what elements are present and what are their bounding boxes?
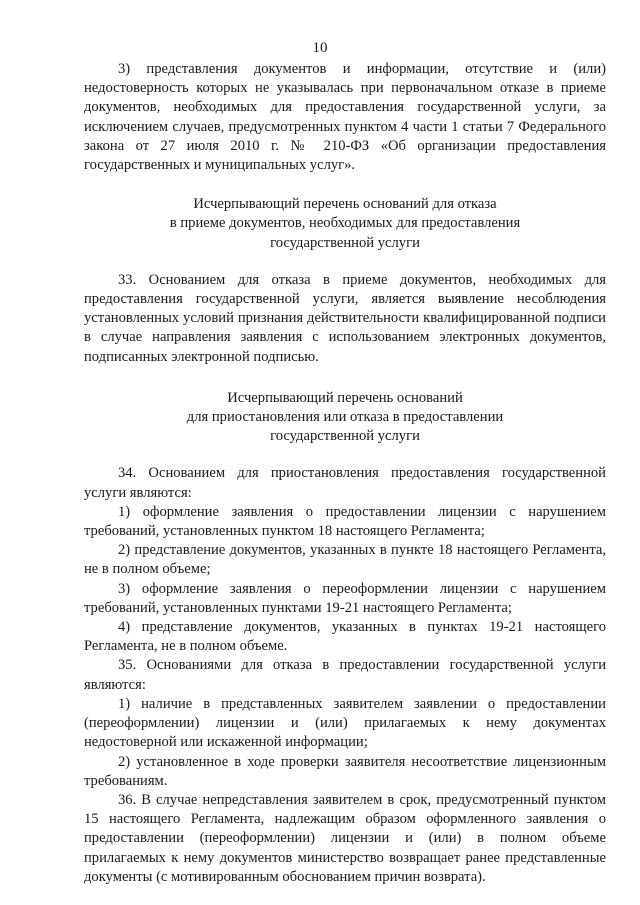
section-heading-suspension-refusal [84, 389, 606, 447]
paragraph-34-item-1: 1) оформление заявления о предоставлении лицензии с нарушением требований, установленных пунктом 18 настоящего Регламента; [84, 503, 606, 540]
paragraph-35-item-1: 1) наличие в представленных заявителем заявлении о предоставлении (переоформлении) лицензии и (или) прилагаемых к нему документах недостоверной или искаженной информации; [84, 695, 606, 751]
paragraph-34-item-3: 3) оформление заявления о переоформлении лицензии с нарушением требований, установленных пунктами 19-21 настоящего Регламента; [84, 580, 606, 616]
section-heading-refusal-documents [84, 195, 606, 253]
heading-line: государственной услуги [270, 428, 420, 445]
paragraph-34-item-2: 2) представление документов, указанных в пункте 18 настоящего Регламента, не в полном объеме; [84, 542, 606, 578]
heading-line: Исчерпывающий перечень оснований для отказа [193, 196, 497, 213]
heading-line: для приостановления или отказа в предоставлении [186, 409, 504, 426]
paragraph-34-item-4: 4) представление документов, указанных в пунктах 19-21 настоящего Регламента, не в полном объеме. [84, 619, 606, 655]
paragraph-33: 33. Основанием для отказа в приеме документов, необходимых для предоставления государственной услуги, является выявление несоблюдения установленных условий признания действительности квалифицированной подписи в случае направления заявления с использованием электронных документов, подписанных электронной подписью. [84, 271, 606, 365]
page-number: 10 [312, 40, 328, 56]
paragraph-34: 34. Основанием для приостановления предоставления государственной услуги являются: [84, 465, 606, 501]
heading-line: в приеме документов, необходимых для предоставления [169, 215, 521, 232]
paragraph-36: 36. В случае непредставления заявителем в срок, предусмотренный пунктом 15 настоящего Регламента, надлежащим образом оформленного заявления о предоставлении (переоформлении) лицензии и (или) в полном объеме прилагаемых к нему документов министерство возвращает ранее представленные документы (с мотивированным обоснованием причин возврата). [84, 791, 606, 885]
paragraph-35-item-2: 2) установленное в ходе проверки заявителя несоответствие лицензионным требованиям. [84, 753, 606, 789]
paragraph-35: 35. Основаниями для отказа в предоставлении государственной услуги являются: [84, 657, 606, 693]
paragraph-item-3: 3) представления документов и информации, отсутствие и (или) недостоверность которых не указывалась при первоначальном отказе в приеме документов, необходимых для предоставления государственной услуги, за исключением случаев, предусмотренных пунктом 4 части 1 статьи 7 Федерального закона от 27 июля 2010 г. № 210-ФЗ «Об организации предоставления государственных и муниципальных услуг». [84, 61, 606, 174]
document-body [84, 60, 606, 887]
heading-line: государственной услуги [270, 234, 420, 251]
heading-line: Исчерпывающий перечень оснований [227, 389, 463, 406]
